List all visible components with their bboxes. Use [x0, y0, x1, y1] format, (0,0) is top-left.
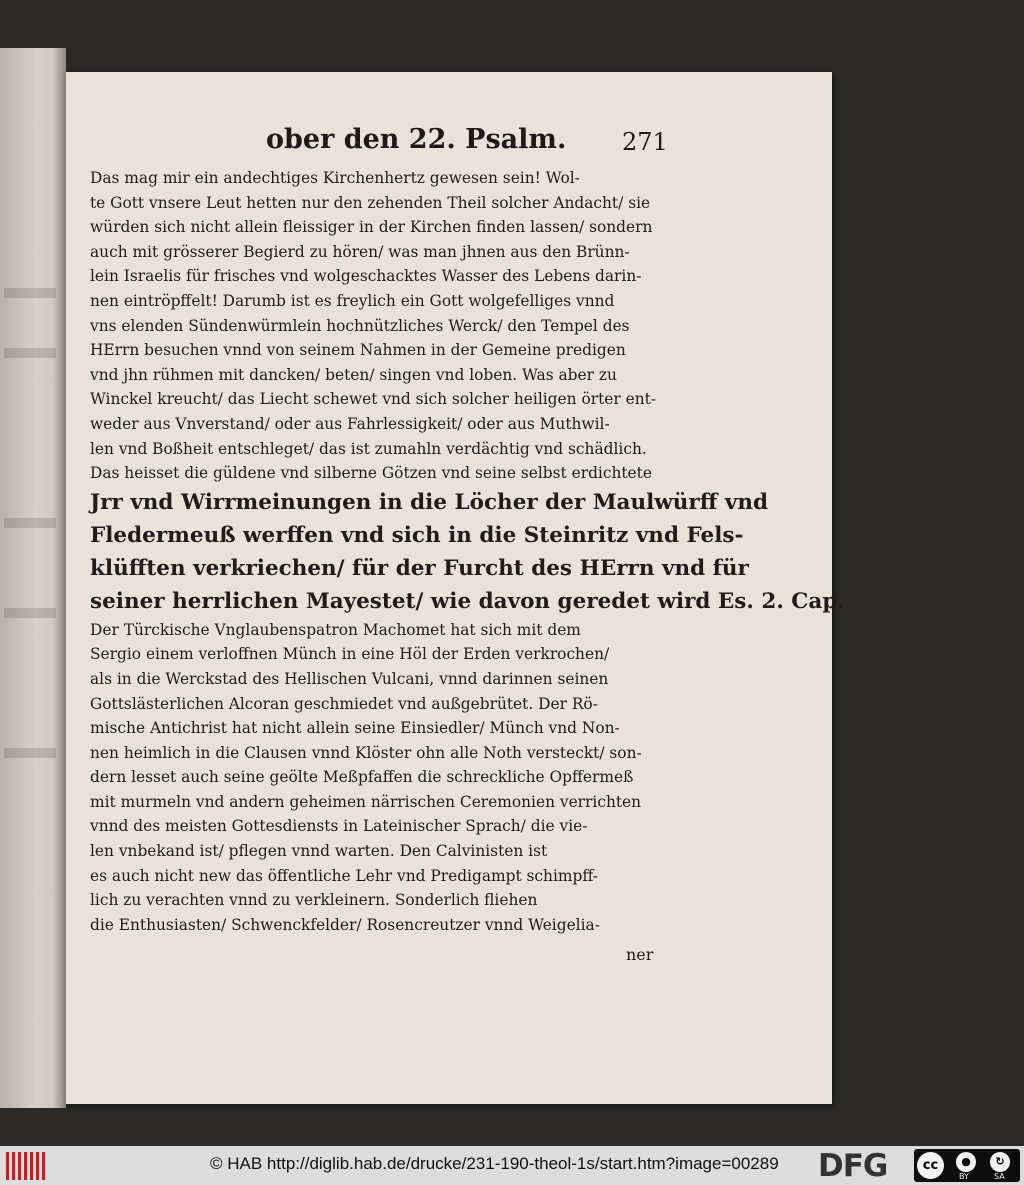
body-text	[90, 166, 845, 937]
viewer-footer	[0, 1146, 1024, 1185]
text-line: als in die Werckstad des Hellischen Vulcani, vnnd darinnen seinen	[90, 669, 609, 688]
text-line: Sergio einem verloffnen Münch in eine Höl der Erden verkrochen/	[90, 645, 610, 664]
text-line: auch mit grösserer Begierd zu hören/ was man jhnen aus den Brünn-	[90, 242, 630, 261]
text-line: len vnbekand ist/ pflegen vnnd warten. Den Calvinisten ist	[90, 842, 548, 861]
emphasized-line: seiner herrlichen Mayestet/ wie davon geredet wird Es. 2. Cap.	[90, 588, 845, 614]
bleed-through-mark	[4, 608, 56, 618]
share-alike-icon: ↻	[990, 1152, 1010, 1172]
bleed-through-mark	[4, 348, 56, 358]
text-line: mische Antichrist hat nicht allein seine Einsiedler/ Münch vnd Non-	[90, 719, 620, 738]
emphasized-line: Fledermeuß werffen vnd sich in die Steinritz vnd Fels-	[90, 522, 744, 548]
book-page	[66, 72, 845, 1104]
text-line: Der Türckische Vnglaubenspatron Machomet hat sich mit dem	[90, 620, 581, 639]
text-line: vnnd des meisten Gottesdiensts in Lateinischer Sprach/ die vie-	[90, 817, 588, 836]
license-badge[interactable]	[914, 1149, 1020, 1182]
cc-icon: cc	[917, 1152, 944, 1179]
text-line: vnd jhn rühmen mit dancken/ beten/ singen vnd loben. Was aber zu	[90, 365, 617, 384]
person-icon: ●	[956, 1152, 976, 1172]
page-header	[66, 124, 832, 164]
text-line: lich zu verachten vnnd zu verkleinern. Sonderlich fliehen	[90, 891, 538, 910]
text-line: die Enthusiasten/ Schwenckfelder/ Rosencreutzer vnnd Weigelia-	[90, 915, 600, 934]
facing-page-edge	[0, 48, 66, 1108]
footer-credit-link[interactable]: © HAB http://diglib.hab.de/drucke/231-190-theol-1s/start.htm?image=00289	[210, 1154, 779, 1173]
emphasized-line: Jrr vnd Wirrmeinungen in die Löcher der Maulwürff vnd	[90, 489, 768, 515]
text-line: nen eintröpffelt! Darumb ist es freylich ein Gott wolgefelliges vnnd	[90, 291, 615, 310]
text-line: lein Israelis für frisches vnd wolgeschacktes Wasser des Lebens darin-	[90, 267, 642, 286]
cc-sa-label: SA	[994, 1172, 1005, 1181]
text-line: dern lesset auch seine geölte Meßpfaffen die schreckliche Opffermeß	[90, 768, 634, 787]
text-line: nen heimlich in die Clausen vnnd Klöster ohn alle Noth versteckt/ son-	[90, 743, 642, 762]
text-line: Gottslästerlichen Alcoran geschmiedet vnd außgebrütet. Der Rö-	[90, 694, 598, 713]
dfg-logo: DFG	[818, 1148, 888, 1184]
bleed-through-mark	[4, 748, 56, 758]
text-line: HErrn besuchen vnnd von seinem Nahmen in der Gemeine predigen	[90, 341, 626, 360]
text-line: mit murmeln vnd andern geheimen närrischen Ceremonien verrichten	[90, 792, 642, 811]
text-line: Das mag mir ein andechtiges Kirchenhertz gewesen sein! Wol-	[90, 169, 580, 187]
text-line: te Gott vnsere Leut hetten nur den zehenden Theil solcher Andacht/ sie	[90, 193, 651, 212]
bleed-through-mark	[4, 518, 56, 528]
text-line: Das heisset die güldene vnd silberne Götzen vnd seine selbst erdichtete	[90, 464, 652, 483]
text-line: würden sich nicht allein fleissiger in der Kirchen finden lassen/ sondern	[90, 218, 653, 237]
emphasized-line: klüfften verkriechen/ für der Furcht des HErrn vnd für	[90, 555, 749, 581]
page-number: 271	[622, 128, 668, 156]
catchword: ner	[626, 945, 654, 964]
running-head: ober den 22. Psalm.	[266, 124, 567, 155]
text-line: len vnd Boßheit entschleget/ das ist zumahln verdächtig vnd schädlich.	[90, 439, 647, 458]
barcode-logo-icon	[6, 1152, 48, 1180]
cc-by-label: BY	[959, 1172, 969, 1181]
text-line: Winckel kreucht/ das Liecht schewet vnd sich solcher heiligen örter ent-	[90, 390, 657, 409]
bleed-through-mark	[4, 288, 56, 298]
text-line: es auch nicht new das öffentliche Lehr vnd Predigampt schimpff-	[90, 866, 598, 885]
text-line: weder aus Vnverstand/ oder aus Fahrlessigkeit/ oder aus Muthwil-	[90, 414, 610, 433]
text-line: vns elenden Sündenwürmlein hochnützliches Werck/ den Tempel des	[90, 316, 630, 335]
